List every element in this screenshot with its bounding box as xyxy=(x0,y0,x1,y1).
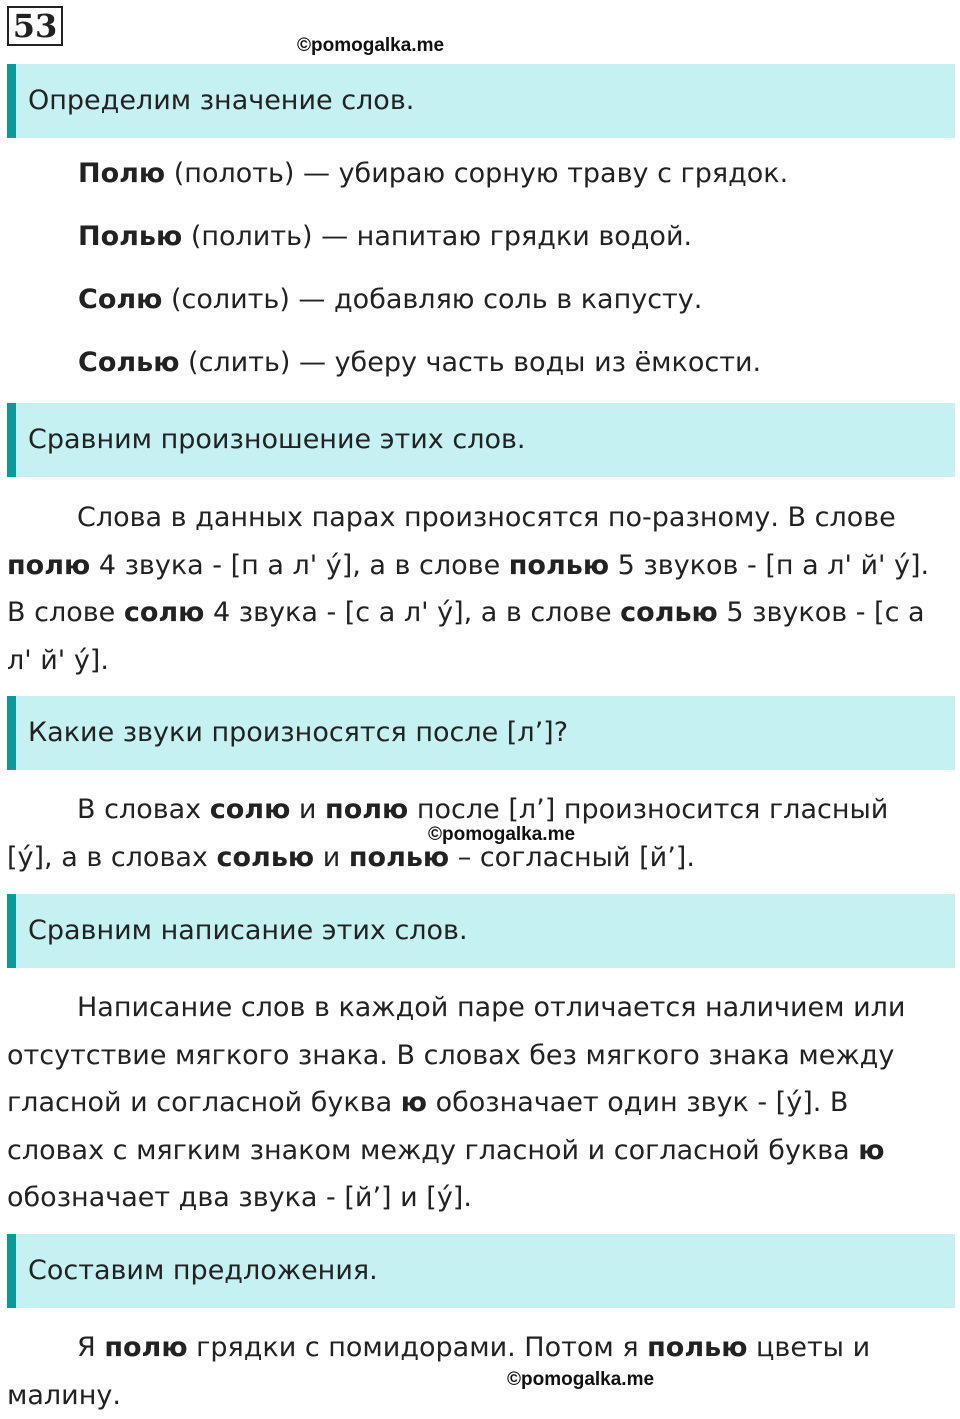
defined-word: Солью xyxy=(78,347,180,378)
watermark: ©pomogalka.me xyxy=(297,35,445,56)
definition-line xyxy=(78,284,702,315)
definition-line xyxy=(78,221,692,252)
sounds-paragraph: В словах солю и полю после [л’] произносится гласный [у́], а в словах солью и полью – согласный [й’]. xyxy=(7,794,889,873)
section-heading-sounds: Какие звуки произносятся после [л’]? xyxy=(7,696,955,770)
definition-line xyxy=(78,347,761,378)
section-heading-spelling: Сравним написание этих слов. xyxy=(7,894,955,968)
pronunciation-paragraph: Слова в данных парах произносятся по-разному. В слове полю 4 звука - [п а л' у́], а в слове полью 5 звуков - [п а л' й' у́]. В слове солю 4 звука - [с а л' у́], а в слове солью 5 звуков - [с а л' й' у́]. xyxy=(7,502,930,676)
sentences-paragraph: Я полю грядки с помидорами. Потом я полью цветы и малину. xyxy=(7,1332,871,1411)
definition-text: (полоть) — убираю сорную траву с грядок. xyxy=(165,158,789,189)
definition-text: (солить) — добавляю соль в капусту. xyxy=(162,284,703,315)
defined-word: Солю xyxy=(78,284,163,315)
watermark: ©pomogalka.me xyxy=(507,1369,655,1390)
watermark: ©pomogalka.me xyxy=(428,824,576,845)
defined-word: Полю xyxy=(78,158,166,189)
definition-text: (полить) — напитаю грядки водой. xyxy=(182,221,693,252)
defined-word: Полью xyxy=(78,221,183,252)
definition-line xyxy=(78,158,788,189)
definition-text: (слить) — уберу часть воды из ёмкости. xyxy=(179,347,762,378)
spelling-paragraph: Написание слов в каждой паре отличается наличием или отсутствие мягкого знака. В словах без мягкого знака между гласной и согласной буква ю обозначает один звук - [у́]. В словах с мягким знаком между гласной и согласной буква ю обозначает два звука - [й’] и [у́]. xyxy=(7,992,906,1213)
section-heading-meanings: Определим значение слов. xyxy=(7,64,955,138)
section-heading-sentences: Составим предложения. xyxy=(7,1234,955,1308)
section-heading-pronunciation: Сравним произношение этих слов. xyxy=(7,403,955,477)
task-number: 53 xyxy=(7,6,63,46)
